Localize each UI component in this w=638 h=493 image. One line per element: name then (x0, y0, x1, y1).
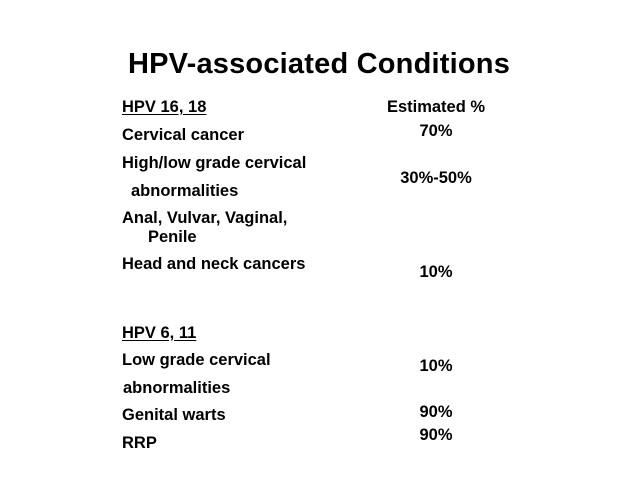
group1-header: HPV 16, 18 (122, 98, 207, 116)
high-low-grade-pct: 30%-50% (400, 169, 472, 187)
head-neck-pct: 10% (419, 263, 453, 281)
low-grade-label-line1: Low grade cervical (122, 351, 271, 369)
head-neck-label: Head and neck cancers (122, 255, 306, 273)
high-low-grade-label-line1: High/low grade cervical (122, 154, 307, 172)
anal-vulvar-label-line1: Anal, Vulvar, Vaginal, (122, 209, 288, 227)
cervical-cancer-label: Cervical cancer (122, 126, 245, 144)
slide-title: HPV-associated Conditions (127, 48, 511, 80)
rrp-pct: 90% (419, 426, 453, 444)
estimated-header: Estimated % (386, 98, 486, 116)
low-grade-pct: 10% (419, 357, 453, 375)
high-low-grade-label-line2: abnormalities (131, 182, 239, 200)
anal-vulvar-label-line2: Penile (148, 228, 197, 246)
cervical-cancer-pct: 70% (419, 122, 453, 140)
group2-header: HPV 6, 11 (122, 324, 197, 342)
low-grade-label-line2: abnormalities (123, 379, 231, 397)
genital-warts-pct: 90% (419, 403, 453, 421)
rrp-label: RRP (122, 434, 157, 452)
genital-warts-label: Genital warts (122, 406, 226, 424)
